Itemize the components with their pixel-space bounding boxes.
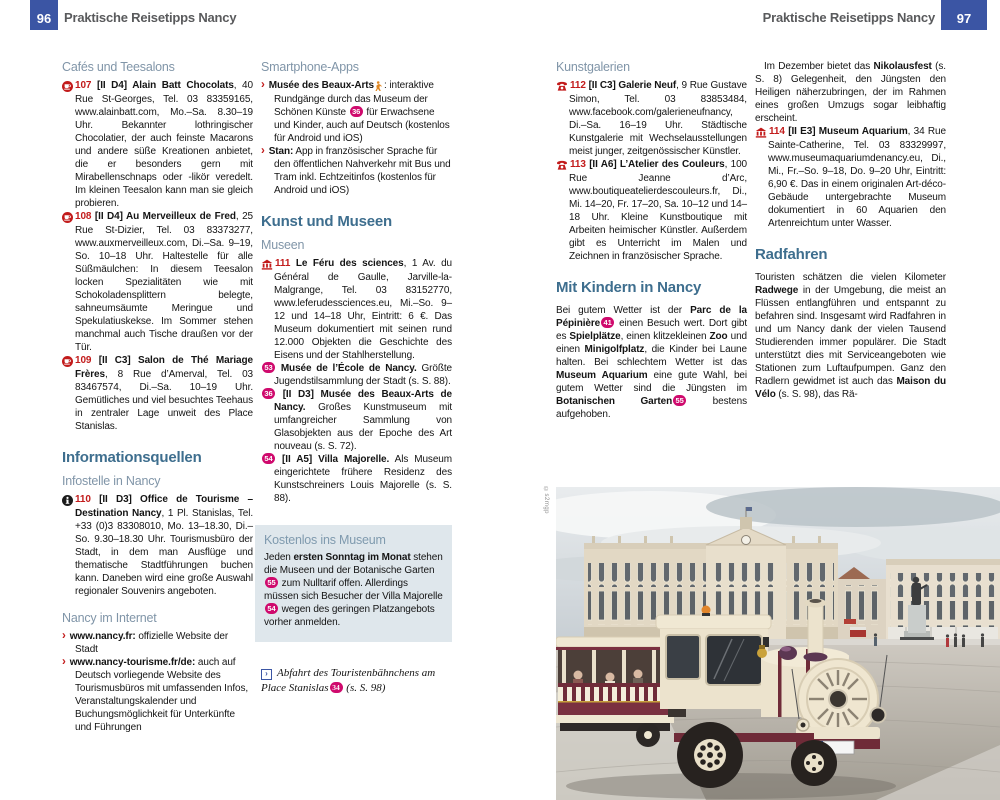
photo-tourist-train-place-stanislas (556, 487, 1000, 800)
map-ref-badge: 34 (330, 682, 343, 693)
section-heading: Mit Kindern in Nancy (556, 279, 702, 296)
entry-number: 112 (570, 80, 586, 91)
bold-text: Parc de la Pépinière (556, 305, 747, 329)
text-run: offizielle Website der Stadt (75, 631, 229, 655)
bold-text: Musée des Beaux-Arts (268, 80, 374, 91)
cup-icon (62, 211, 73, 224)
text-run: , 1 Av. du Général de Gaulle, Jarville-la-Malgrange, Tel. 03 83152770, www.leferudessciences.eu, Mi.–So. 9–12 und 14–18 Uhr, Eintritt: 6 €. Das Museum dokumentiert mit seinen rund 12.000 Objekten die Geschichte des Eisens und der Stahlherstellung. (274, 258, 452, 361)
text-run: zum Nulltarif offen. Allerdings müssen sich Besucher der Villa Majorelle (264, 578, 443, 602)
bullet-item (261, 79, 452, 145)
map-ref-badge: 41 (601, 317, 614, 328)
text-run: Als Museum eingerichtete frühere Residenz des Kunstschreiners Louis Majorelle (s. S. 88). (274, 454, 452, 504)
museum-icon (261, 258, 273, 271)
entry-number: 107 (75, 80, 92, 91)
directory-entry (556, 158, 747, 263)
paragraph (755, 60, 946, 125)
info-box-text (264, 551, 443, 629)
entry-number: 114 (769, 126, 785, 137)
section-heading: Kunst und Museen (261, 213, 392, 230)
text-run: : interaktive Rundgänge durch das Museum der Schönen Künste (274, 80, 434, 118)
bold-text: Spielplätze (569, 331, 621, 342)
bold-text: [II D4] Alain Batt Chocolats (96, 80, 234, 91)
text-run: , 34 Rue Sainte-Catherine, Tel. 03 83329997, www.museumaquariumdenancy.eu, Di., Mi., Fr.–So. 9–18, Do. 9–20 Uhr, Eintritt: 6,90 €. Das in einem originalen Art-déco-Gebäude untergebrachte Museum dokumentiert in 60 Aquarien den Artenreichtum unter Wasser. (768, 126, 946, 229)
section-heading: Radfahren (755, 246, 828, 263)
running-head-left: Praktische Reisetipps Nancy (64, 10, 237, 25)
text-run: auch auf Deutsch vorliegende Website des Tourismusbüros mit umfassenden Infos, Veranstaltungskalender und Buchungsmöglichkeit für Unterkünfte und Führungen (75, 657, 249, 733)
bold-text: www.nancy.fr: (69, 631, 136, 642)
directory-entry (755, 125, 946, 230)
phone-icon (556, 159, 568, 172)
directory-entry (261, 257, 452, 362)
bold-text: Zoo (709, 331, 728, 342)
bold-text: Maison du Vélo (755, 376, 946, 400)
bullet-chevron-icon: › (261, 145, 265, 157)
paragraph (556, 304, 747, 421)
bold-text: Le Féru des sciences (295, 258, 404, 269)
text-run: in der Umgebung, die meist an Flüssen entlangführen und entspannt zu befahren sind. Insgesamt wird Radfahren in und um Nancy dank der vielen Tausend Studierenden immer populärer. Die Stadt unterstützt dies mit Serviceangeboten wie Stationen zum Luftaufpumpen. Ganz den Radlern gewidmet ist auch das (755, 285, 946, 387)
column-3 (556, 60, 747, 421)
map-ref-badge: 55 (673, 395, 686, 406)
bullet-item (62, 656, 253, 734)
text-run: , 25 Rue St-Dizier, Tel. 03 83373277, www.auxmerveilleux.com, Di.–Sa. 9–19, So. 10–18 Uhr. Haltestelle für alle Süßmäulchen: In diesem Teesalon locken Spezialitäten wie mit Schokoladensplittern belegte, sahneumsäumte Meringue und Spekulatiuskekse. Im Sommer stehen manchmal auch Tische draußen vor der Tür. (75, 211, 253, 353)
bold-text: [II A5] Villa Majorelle. (282, 454, 390, 465)
bold-text: Musée de l’École de Nancy. (280, 363, 417, 374)
text-run: , 9 Rue Gustave Simon, Tel. 03 83853484, www.facebook.com/galerieneufnancy, Di.–Sa. 16–19 Uhr. Städtische Kunstgalerie mit Wechselausstellungen meist junger, zeitgenössischer Künstler. (569, 80, 748, 157)
map-ref-badge: 53 (262, 362, 275, 373)
section-heading: Informationsquellen (62, 449, 202, 466)
directory-entry (62, 79, 253, 210)
text-run: , einen klitzekleinen (620, 331, 710, 342)
text-run: wegen des geringen Platzangebots vorher anmelden. (264, 604, 435, 628)
entry-number: 109 (75, 355, 92, 366)
text-run: bestens aufgehoben. (556, 396, 747, 420)
entry-number: 110 (75, 494, 91, 505)
bold-text: [II C3] Galerie Neuf (588, 80, 677, 91)
text-run: , 8 Rue d’Amerval, Tel. 03 83467574, Di.–Sa. 10–19 Uhr. Gemütliches und viel besuchtes Teehaus in zentraler Lage unweit des Place Stanislas. (75, 369, 253, 432)
info-box (255, 525, 452, 642)
text-run: für Erwachsene und Kinder, auch auf Deutsch (kostenlos für Android und iOS) (274, 107, 450, 144)
page-number-left-value: 96 (36, 11, 52, 26)
map-ref-badge: 55 (265, 577, 278, 588)
text-run: Bei gutem Wetter ist der (556, 305, 691, 316)
subsection-heading: Museen (261, 238, 305, 252)
phone-icon (556, 80, 568, 93)
directory-entry (62, 210, 253, 354)
column-4 (755, 60, 946, 401)
bold-text: Botanischen Garten (556, 396, 673, 407)
map-ref-badge: 54 (265, 603, 278, 614)
entry-number: 108 (75, 211, 92, 222)
map-ref-badge: 36 (262, 388, 275, 399)
directory-entry (62, 493, 253, 598)
directory-entry (261, 362, 452, 388)
subsection-heading: Cafés und Teesalons (62, 60, 175, 74)
person-icon (374, 80, 382, 93)
bold-text: [II A6] L’Atelier des Couleurs (589, 159, 725, 170)
bullet-chevron-icon: › (261, 79, 265, 91)
directory-entry (62, 354, 253, 433)
text-run: (s. S. 98), das Rä- (775, 389, 858, 400)
directory-entry (556, 79, 747, 158)
text-run: und einen (556, 331, 747, 355)
text-run: stehen die Museen und der Botanische Garten (264, 552, 443, 576)
text-run: Jeden (264, 552, 294, 563)
text-run: , die Kinder bei Laune halten. Bei schlechtem Wetter ist das (556, 344, 747, 368)
bold-text: [II D3] Musée des Beaux-Arts de Nancy. (274, 389, 452, 413)
bold-text: Stan: (268, 146, 294, 157)
photo-caption (261, 666, 452, 695)
paragraph (755, 271, 946, 401)
column-1 (62, 60, 253, 734)
text-run: Größte Jugendstilsammlung der Stadt (s. S. 88). (274, 363, 452, 387)
bold-text: Museum Aquarium (556, 370, 648, 381)
bullet-item (261, 145, 452, 197)
text-run: Abfahrt des Touristenbähnchens am Place Stanislas (261, 667, 436, 694)
column-2 (261, 60, 452, 695)
bold-text: [II D3] Office de Tourisme – Destination Nancy (75, 494, 253, 519)
text-run: , 100 Rue Jeanne d’Arc, www.boutiqueatelierdescouleurs.fr, Di., Mi. 14–20, Fr. 17–20, Sa. 10–12 und 14–18 Uhr. Kleine Kunstboutique mit Arbeiten heimischer Künstler. Außerdem gibt es Unterricht im Malen und Zeichnen in französischer Sprache. (569, 159, 747, 262)
bold-text: Nikolausfest (873, 61, 932, 72)
text-run: Großes Kunstmuseum mit umfangreicher Sammlung von Glasobjekten aus der Epoche des Art nouveau (s. S. 72). (274, 402, 452, 452)
text-run: einen Besuch wert. Dort gibt es (556, 318, 747, 342)
cup-icon (62, 80, 73, 93)
text-run: , 40 Rue St-Georges, Tel. 03 83359165, www.alainbatt.com, Mo.–Sa. 8.30–19 Uhr. Bekannter lothringischer Chocolatier, der auch feinste Macarons und andere süße Kreationen anbietet, die er besonders gern mit Mirabellenschnaps oder -likör veredelt. Im kleinen Teesalon kann man sie gleich probieren. (75, 80, 253, 209)
directory-entry (261, 388, 452, 453)
text-run: (s. S. 98) (343, 681, 386, 694)
entry-number: 111 (275, 258, 291, 269)
bold-text: [II E3] Museum Aquarium (788, 126, 908, 137)
directory-entry (261, 453, 452, 505)
info-box-heading: Kostenlos ins Museum (264, 533, 386, 547)
subsection-heading: Kunstgalerien (556, 60, 630, 74)
subsection-heading: Nancy im Internet (62, 611, 157, 625)
bold-text: Radwege (755, 285, 799, 296)
museum-icon (755, 126, 767, 139)
bold-text: Minigolfplatz (584, 344, 645, 355)
text-run: Im Dezember bietet das (764, 61, 874, 72)
bold-text: www.nancy-tourisme.fr/de: (69, 657, 196, 668)
caption-marker-icon: › (261, 669, 272, 680)
text-run: App in französischer Sprache für den öffentlichen Nahverkehr mit Bus und Tram inkl. Echtzeitinfos (kostenlos für Android und iOS) (274, 146, 451, 196)
bold-text: ersten Sonntag im Monat (293, 552, 411, 563)
text-run: , 1 Pl. Stanislas, Tel. +33 (0)3 83308010, Mo. 13–18.30, Di.–So. 9.30–18.30 Uhr. Tourismusbüro der Stadt, in dem man Ausflüge und thematische Stadtführungen buchen kann. Daneben wird eine große Auswahl regionaler Souvenirs angeboten. (75, 508, 254, 597)
bold-text: [II D4] Au Merveilleux de Fred (94, 211, 236, 222)
text-run: (s. S. 8) Gelegenheit, den Jüngsten den Heiligen näherzubringen, der im Rahmen eines großen Umzugs sogar leibhaftig erscheint. (755, 61, 946, 124)
bullet-chevron-icon: › (62, 630, 66, 642)
bullet-chevron-icon: › (62, 656, 66, 668)
text-run: eine gute Wahl, bei gutem Wetter sind die Jüngsten im (556, 370, 747, 394)
map-ref-badge: 36 (350, 106, 363, 117)
cup-icon (62, 355, 73, 368)
bold-text: [II C3] Salon de Thé Mariage Frères (75, 355, 253, 380)
map-ref-badge: 54 (262, 453, 275, 464)
running-head-right: Praktische Reisetipps Nancy (762, 10, 935, 25)
page-number-left (30, 0, 58, 30)
text-run: Touristen schätzen die vielen Kilometer (755, 272, 946, 283)
subsection-heading: Infostelle in Nancy (62, 474, 161, 488)
photo-illustration (556, 487, 1000, 800)
page-number-right (941, 0, 987, 30)
bullet-item (62, 630, 253, 656)
info-icon (62, 494, 73, 507)
page-number-right-value: 97 (956, 11, 972, 26)
subsection-heading: Smartphone-Apps (261, 60, 359, 74)
entry-number: 113 (570, 159, 586, 170)
photo-credit: ©s2mgp (543, 487, 549, 515)
